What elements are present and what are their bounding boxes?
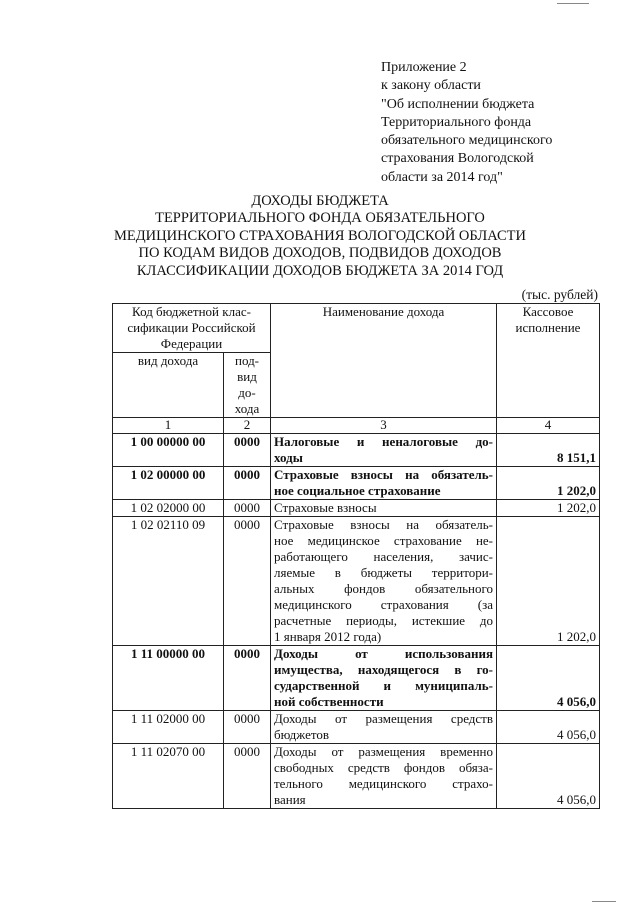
column-number: 2 bbox=[224, 418, 271, 434]
row-name-line: бюджетов bbox=[274, 727, 330, 742]
appendix-note bbox=[381, 59, 621, 187]
header-kind: вид дохода bbox=[113, 353, 224, 418]
table-row bbox=[113, 434, 600, 467]
header-subkind-line: вид до- bbox=[237, 369, 257, 400]
appendix-line: области за 2014 год" bbox=[381, 169, 503, 185]
row-name-line: вания bbox=[274, 792, 306, 807]
row-name-line: Доходы от размещения временно bbox=[274, 744, 493, 759]
row-name bbox=[271, 744, 497, 809]
row-name-line: Страховые взносы на обязатель- bbox=[274, 517, 493, 532]
appendix-line: к закону области bbox=[381, 78, 481, 94]
row-code: 1 11 00000 00 bbox=[113, 646, 224, 711]
row-name-line: Доходы от размещения средств bbox=[274, 711, 493, 726]
header-name: Наименование дохода bbox=[271, 304, 497, 418]
scan-mark-bottom bbox=[592, 901, 616, 902]
header-code-group-line: Федерации bbox=[160, 336, 223, 351]
row-subkind: 0000 bbox=[224, 467, 271, 500]
row-name-line: ное социальное страхование bbox=[274, 483, 441, 498]
row-subkind: 0000 bbox=[224, 517, 271, 646]
row-name bbox=[271, 434, 497, 467]
row-name-line: альных фондов обязательного bbox=[274, 581, 493, 596]
units-label: (тыс. рублей) bbox=[521, 287, 598, 302]
row-subkind: 0000 bbox=[224, 744, 271, 809]
table-row bbox=[113, 517, 600, 646]
header-subkind bbox=[224, 353, 271, 418]
header-amount bbox=[497, 304, 600, 418]
row-name-line: имущества, находящегося в го- bbox=[274, 662, 493, 677]
row-name bbox=[271, 467, 497, 500]
row-name-line: Страховые взносы bbox=[274, 500, 377, 515]
row-name-line: работающего населения, зачис- bbox=[274, 549, 493, 564]
row-name bbox=[271, 711, 497, 744]
row-code: 1 02 02000 00 bbox=[113, 500, 224, 517]
row-name bbox=[271, 646, 497, 711]
row-subkind: 0000 bbox=[224, 434, 271, 467]
appendix-line: Приложение 2 bbox=[381, 60, 467, 75]
row-name-line: сударственной и муниципаль- bbox=[274, 678, 493, 693]
table-row bbox=[113, 744, 600, 809]
row-amount: 1 202,0 bbox=[497, 517, 600, 646]
row-subkind: 0000 bbox=[224, 711, 271, 744]
row-amount: 4 056,0 bbox=[497, 646, 600, 711]
row-name-line: Доходы от использования bbox=[274, 646, 493, 661]
row-name-line: ляемые в бюджеты территори- bbox=[274, 565, 493, 580]
row-name bbox=[271, 517, 497, 646]
appendix-line: Территориального фонда bbox=[381, 114, 532, 130]
row-name-line: ходы bbox=[274, 450, 303, 465]
title-line: КЛАССИФИКАЦИИ ДОХОДОВ БЮДЖЕТА ЗА 2014 ГОД bbox=[136, 262, 504, 279]
header-amount-line: Кассовое bbox=[522, 304, 574, 319]
revenue-table bbox=[112, 303, 600, 809]
row-name-line: расчетные периоды, истекшие до bbox=[274, 613, 493, 628]
column-number: 1 bbox=[113, 418, 224, 434]
header-code-group-line: сификации Российской bbox=[127, 320, 256, 335]
row-amount: 1 202,0 bbox=[497, 500, 600, 517]
row-name-line: ное медицинское страхование не- bbox=[274, 533, 493, 548]
row-amount: 4 056,0 bbox=[497, 711, 600, 744]
row-subkind: 0000 bbox=[224, 500, 271, 517]
row-code: 1 00 00000 00 bbox=[113, 434, 224, 467]
table-row bbox=[113, 646, 600, 711]
title-line: ДОХОДЫ БЮДЖЕТА bbox=[251, 193, 389, 209]
row-subkind: 0000 bbox=[224, 646, 271, 711]
header-amount-line: исполнение bbox=[515, 320, 581, 335]
row-name-line: ной собственности bbox=[274, 694, 384, 709]
table-row bbox=[113, 500, 600, 517]
header-subkind-line: хода bbox=[234, 401, 260, 416]
column-number: 3 bbox=[271, 418, 497, 434]
title-line: МЕДИЦИНСКОГО СТРАХОВАНИЯ ВОЛОГОДСКОЙ ОБЛАСТИ bbox=[114, 227, 526, 244]
appendix-line: страхования Вологодской bbox=[381, 151, 534, 167]
row-code: 1 02 02110 09 bbox=[113, 517, 224, 646]
row-amount: 4 056,0 bbox=[497, 744, 600, 809]
row-name-line: Налоговые и неналоговые до- bbox=[274, 434, 493, 449]
table-row bbox=[113, 467, 600, 500]
table-header-row bbox=[113, 304, 600, 353]
header-code-group-line: Код бюджетной клас- bbox=[132, 304, 251, 319]
appendix-line: обязательного медицинского bbox=[381, 133, 553, 149]
scan-mark-top bbox=[557, 3, 589, 4]
row-name-line: тельного медицинского страхо- bbox=[274, 776, 493, 791]
header-subkind-line: под- bbox=[234, 353, 260, 368]
row-code: 1 11 02000 00 bbox=[113, 711, 224, 744]
row-name-line: свободных средств фондов обяза- bbox=[274, 760, 493, 775]
row-name-line: медицинского страхования (за bbox=[274, 597, 493, 612]
row-amount: 8 151,1 bbox=[497, 434, 600, 467]
row-name bbox=[271, 500, 497, 517]
row-name-line: 1 января 2012 года) bbox=[274, 629, 382, 644]
column-number-row bbox=[113, 418, 600, 434]
title-line: ПО КОДАМ ВИДОВ ДОХОДОВ, ПОДВИДОВ ДОХОДОВ bbox=[138, 245, 502, 262]
header-code-group bbox=[113, 304, 271, 353]
title-line: ТЕРРИТОРИАЛЬНОГО ФОНДА ОБЯЗАТЕЛЬНОГО bbox=[155, 210, 485, 227]
row-amount: 1 202,0 bbox=[497, 467, 600, 500]
column-number: 4 bbox=[497, 418, 600, 434]
row-name-line: Страховые взносы на обязатель- bbox=[274, 467, 493, 482]
row-code: 1 02 00000 00 bbox=[113, 467, 224, 500]
appendix-line: "Об исполнении бюджета bbox=[381, 96, 535, 112]
row-code: 1 11 02070 00 bbox=[113, 744, 224, 809]
document-title bbox=[110, 193, 530, 280]
table-row bbox=[113, 711, 600, 744]
